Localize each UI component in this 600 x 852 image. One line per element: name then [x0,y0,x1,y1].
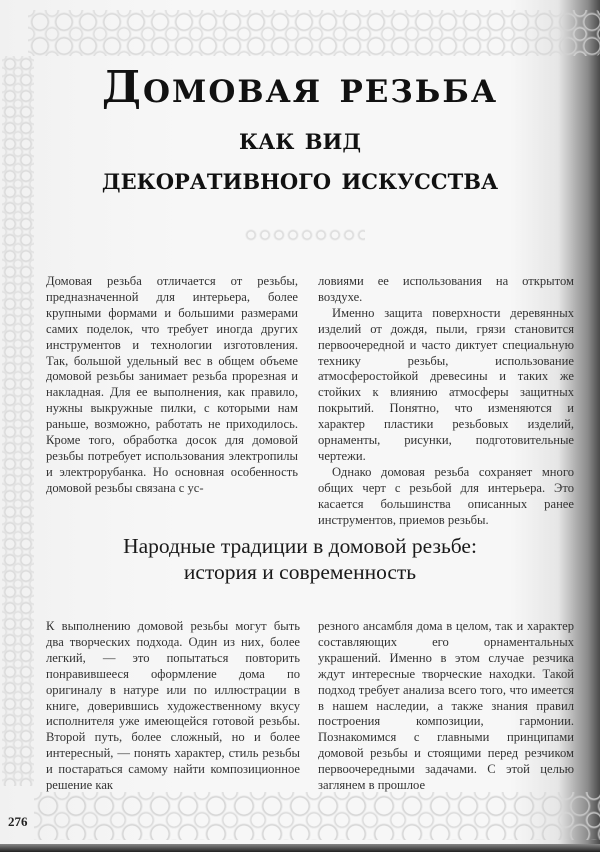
section-heading-line-1: Народные традиции в домовой резьбе: [123,534,477,558]
section-heading-line-2: история и современность [183,560,417,584]
title-line-3: декоративного искусства [101,162,499,197]
paragraph: резного ансамбля дома в целом, так и характер составляющих его орнаментальных украшений. Именно в этом случае резчика ждут интересные творческие находки. Такой подход требует анализа всего того, что имеется в нашем наследии, а также знания правил построения композиции, гармонии. Познакомимся с главными принципами домовой резьбы и стоящими перед резчиком первоочередными задачами. С этой целью заглянем в прошлое [318,619,574,793]
section1-column-left [46,274,298,497]
paragraph: К выполнению домовой резьбы могут быть два творческих подхода. Один из них, более легкий, — это попытаться повторить понравившееся оформление дома по оригиналу в натуре или по иллюстрации в книге, доверившись художественному вкусу исполнителя уже имеющейся готовой резьбы. Второй путь, более сложный, но и более интересный, — понять характер, стиль резьбы и постараться самому найти композиционное решение как [46,619,300,793]
chapter-title [0,62,600,200]
section2-column-right [318,619,574,794]
paragraph: Однако домовая резьба сохраняет много общих черт с резьбой для интерьера. Это касается большинства описанных ранее инструментов, приемов резьбы. [318,464,574,527]
title-line-1: Домовая резьба [101,62,499,113]
page-number: 276 [8,814,28,829]
paragraph: Именно защита поверхности деревянных изделий от дождя, пыли, грязи становится первоочередной и часто диктует специальную технику резьбы, использование атмосферостойкой древесины и таких же стойких к влиянию атмосферы защитных покрытий. Понятно, что изменяются и характер пластики резьбовых изделий, орнаменты, рисунки, подготовительные чертежи. [318,305,574,463]
page-bottom-edge [0,844,600,852]
ornamental-border-bottom [34,792,600,840]
section2-column-left [46,619,300,794]
ornamental-border-top [28,10,600,56]
section-heading [0,533,600,585]
title-ornament-divider [245,226,365,244]
section1-column-right [318,274,574,529]
title-line-2: как вид [238,122,362,157]
paragraph: ловиями ее использования на открытом воздухе. [318,274,574,304]
paragraph: Домовая резьба отличается от резьбы, предназначенной для интерьера, более крупными формами и большими размерами самих поделок, что требует иногда других инструментов и технологии изготовления. Так, большой удельный вес в общем объеме домовой резьбы занимает резьба прорезная и накладная. Для ее выполнения, как правило, нужны выкружные пилки, с которыми нам раньше, возможно, работать не приходилось. Кроме того, обработка досок для домовой резьбы потребует использования электропилы и электрорубанка. Но основная особенность домовой резьбы связана с ус- [46,274,298,495]
